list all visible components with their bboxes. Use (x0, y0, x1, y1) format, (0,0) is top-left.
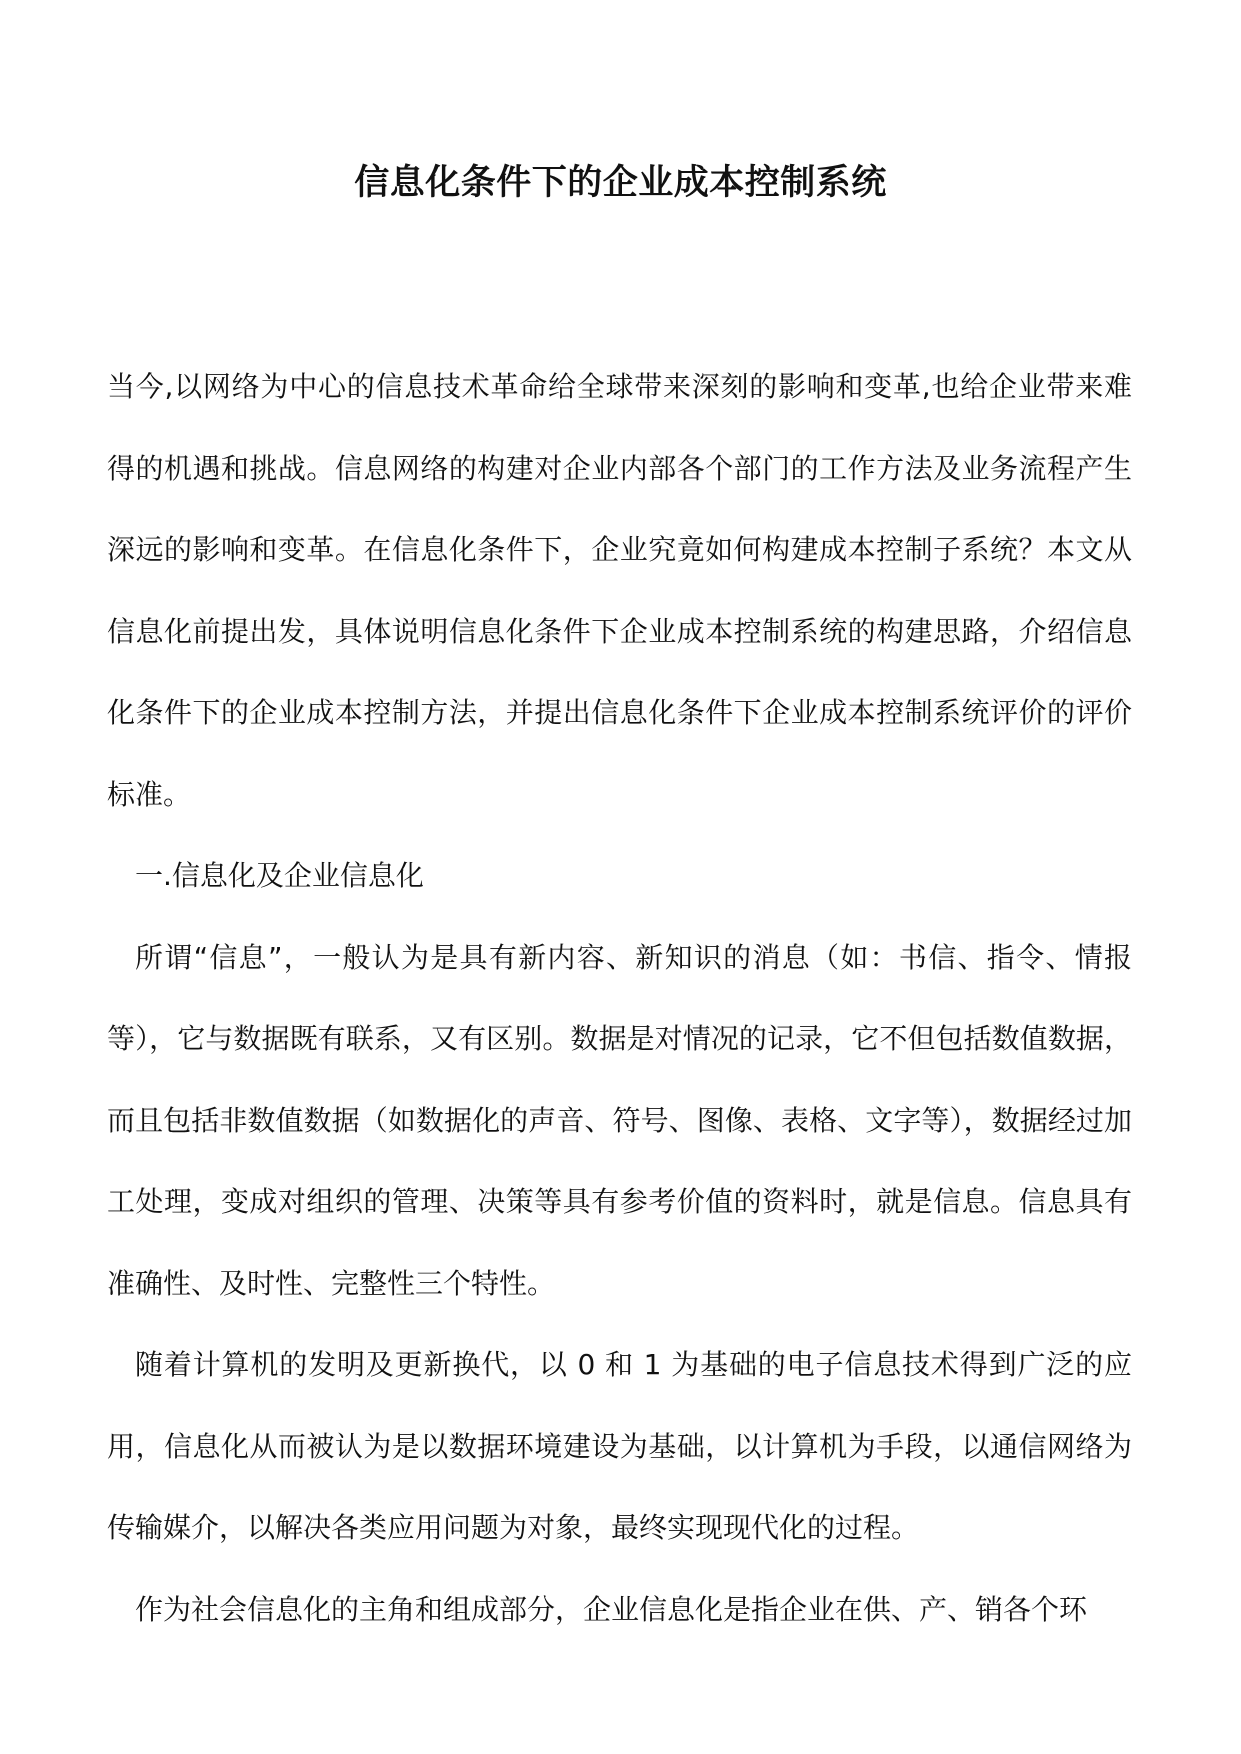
section-heading: 一.信息化及企业信息化 (135, 859, 424, 892)
paragraph-intro: 当今,以网络为中心的信息技术革命给全球带来深刻的影响和变革,也给企业带来难得的机遇和挑战。信息网络的构建对企业内部各个部门的工作方法及业务流程产生深远的影响和变革。在信息化条件下，企业究竟如何构建成本控制子系统？本文从信息化前提出发，具体说明信息化条件下企业成本控制系统的构建思路，介绍信息化条件下的企业成本控制方法，并提出信息化条件下企业成本控制系统评价的评价标准。 (107, 370, 1132, 811)
document-title: 信息化条件下的企业成本控制系统 (354, 162, 887, 203)
paragraph-enterprise: 作为社会信息化的主角和组成部分，企业信息化是指企业在供、产、销各个环 (135, 1592, 1088, 1626)
paragraph-information: 所谓“信息”，一般认为是具有新内容、新知识的消息（如：书信、指令、情报等），它与数据既有联系，又有区别。数据是对情况的记录，它不但包括数值数据，而且包括非数值数据（如数据化的声音、符号、图像、表格、文字等），数据经过加工处理，变成对组织的管理、决策等具有参考价值的资料时，就是信息。信息具有准确性、及时性、完整性三个特性。 (107, 940, 1132, 1300)
paragraph-informatization: 随着计算机的发明及更新换代，以 0 和 1 为基础的电子信息技术得到广泛的应用，信息化从而被认为是以数据环境建设为基础，以计算机为手段，以通信网络为传输媒介，以解决各类应用问题为对象，最终实现现代化的过程。 (107, 1348, 1132, 1544)
document-body (107, 346, 1132, 1650)
